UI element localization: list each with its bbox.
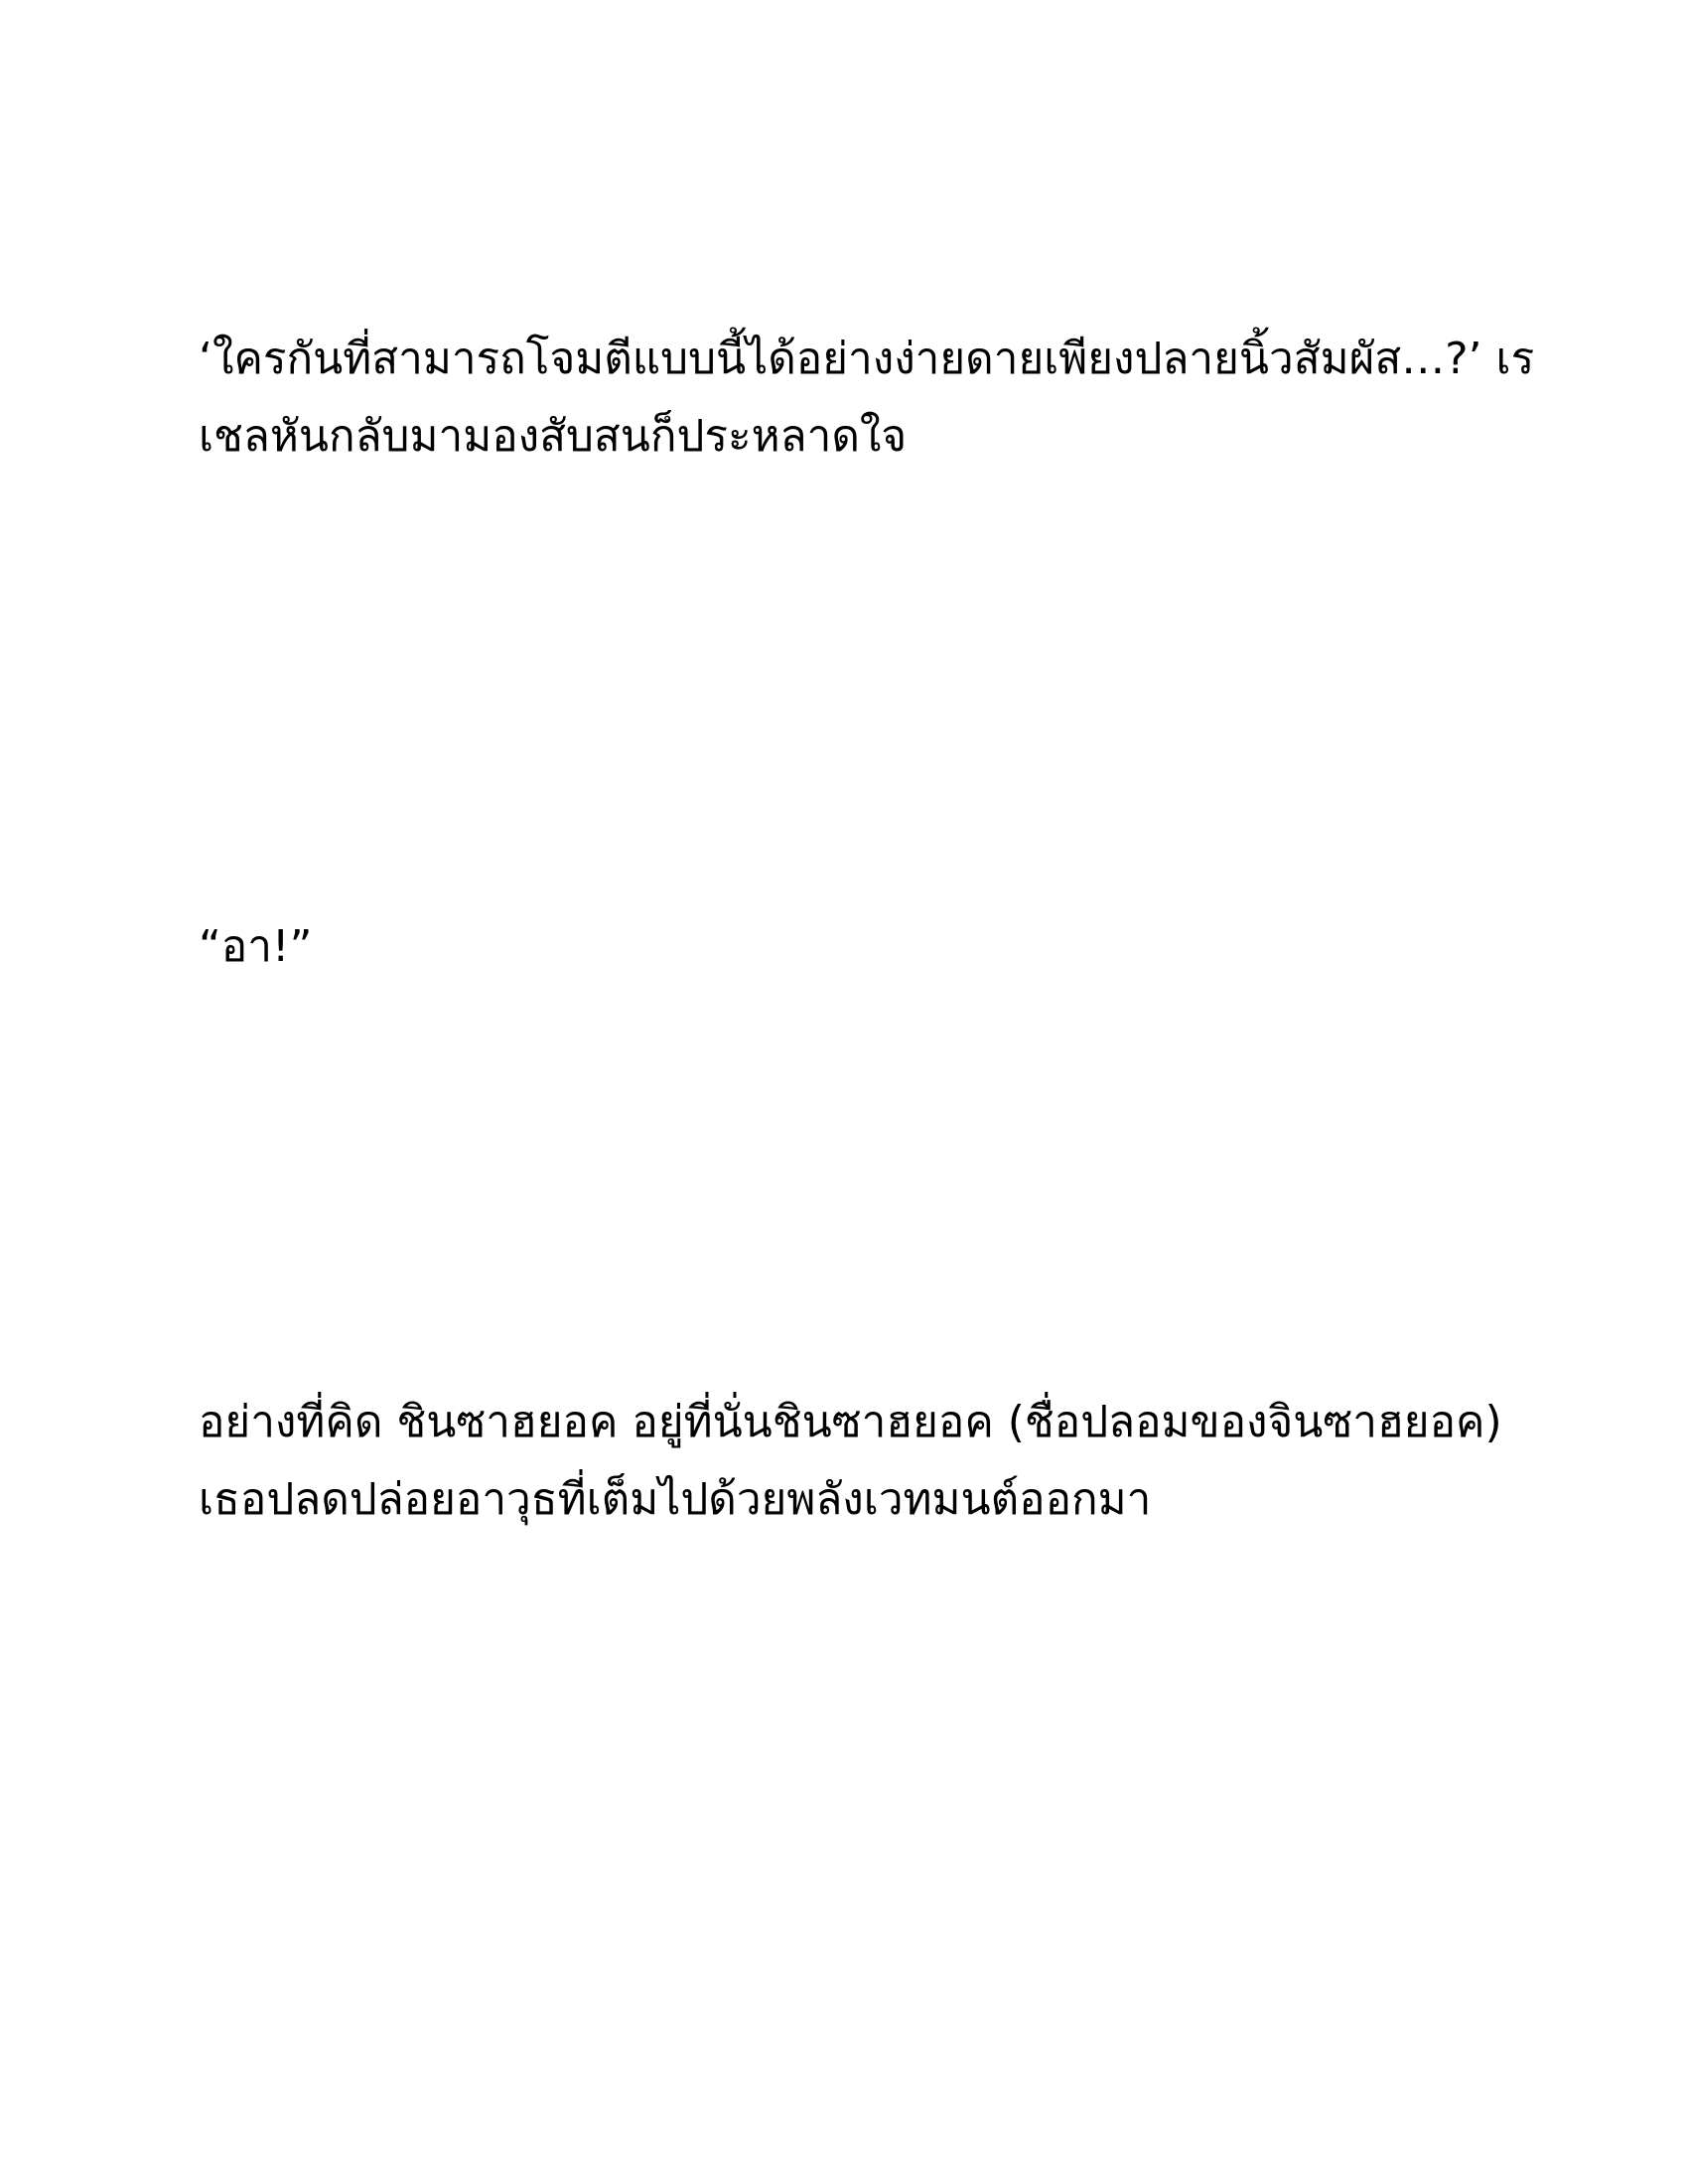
paragraph-line: อย่างที่คิด ชินซาฮยอค อยู่ที่นั่นชินซาฮยอค (ชื่อปลอมของจินซาฮยอค) bbox=[199, 1397, 1502, 1447]
paragraph-line: เธอปลดปล่อยอาวุธที่เต็มไปด้วยพลังเวทมนต์ออกมา bbox=[199, 1474, 1152, 1525]
paragraph-thought bbox=[199, 321, 1535, 476]
paragraph-narration bbox=[199, 1384, 1502, 1539]
paragraph-exclamation bbox=[199, 908, 1489, 986]
paragraph-line: ‘ใครกันที่สามารถโจมตีแบบนี้ได้อย่างง่ายดายเพียงปลายนิ้วสัมผัส…?’ เร bbox=[199, 334, 1535, 384]
paragraph-line: เชลหันกลับมามองสับสนก็ประหลาดใจ bbox=[199, 411, 908, 462]
paragraph-line: “อา!” bbox=[199, 921, 313, 972]
